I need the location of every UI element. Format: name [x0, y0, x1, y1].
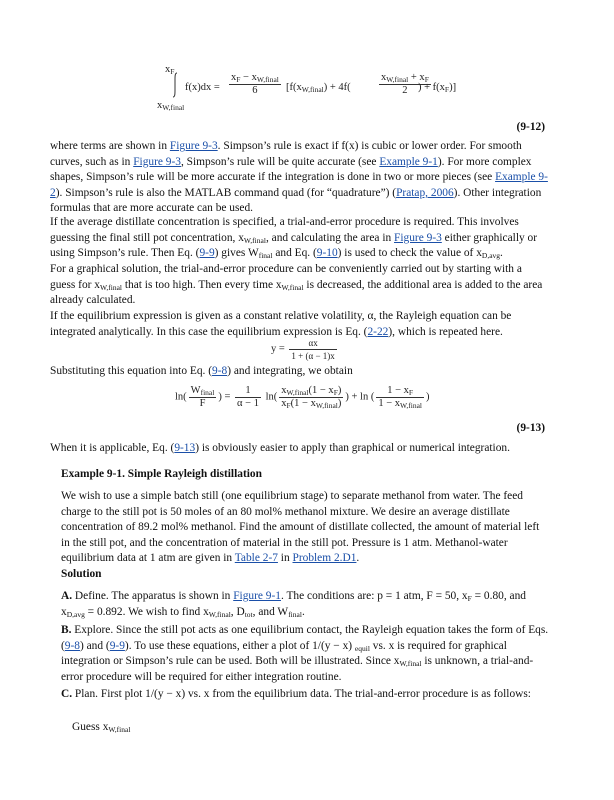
- step-c-plan: C. Plan. First plot 1/(y − x) vs. x from the equilibrium data. The trial-and-error procedure is as follows:: [61, 688, 531, 700]
- link-figure-9-3[interactable]: Figure 9-3: [394, 231, 442, 244]
- example-title: Example 9-1. Simple Rayleigh distillation: [61, 468, 262, 480]
- link-problem-2-d1[interactable]: Problem 2.D1: [292, 552, 357, 565]
- step-b-explore: B. Explore. Since the still pot acts as one equilibrium contact, the Rayleigh equation takes the form of Eqs. (9-8) and (9-9). To use these equations, either a plot of 1/(y − x) $_{equil}$ vs. x is required for graphical integration or Simpson’s rule can be used. Both will be illustrated. Since $x_{W,final}$ is unknown, a trial-and-error procedure will be required for either integration routine.: [61, 624, 549, 683]
- equation-equilibrium: y = $\frac{\alpha x}{1 + (\alpha - 1)x}$: [271, 338, 335, 361]
- paragraph-simpsons-rule: where terms are shown in Figure 9-3. Simpson’s rule is exact if f(x) is cubic or lower order. For smooth curves, such as in Figure 9-3, Simpson’s rule will be quite accurate (see Example 9-1). For more complex shapes, Simpson’s rule will be more accurate if the integration is done in two or more pieces (see Example 9-2). Simpson’s rule is also the MATLAB command quad (for “quadrature”) (Pratap, 2006). Other integration formulas that are more accurate can be used.: [50, 140, 548, 215]
- step-a-define: A. Define. The apparatus is shown in Figure 9-1. The conditions are: p = 1 atm, F = 50, $x_F = 0.80$, and $x_{D,avg} = 0.892$. We wish to find $x_{W,final}$, $D_{tot}$, and $W_{final}$.: [61, 590, 526, 619]
- link-table-2-7[interactable]: Table 2-7: [234, 552, 278, 565]
- link-pratap-2006[interactable]: Pratap, 2006: [396, 186, 454, 199]
- equation-number-9-13: (9-13): [516, 422, 545, 434]
- link-eq-9-10[interactable]: 9-10: [316, 247, 338, 260]
- simpson-bracket-open: [$f(x_{W,final}) + 4f$(: [286, 82, 351, 94]
- paragraph-relative-volatility: If the equilibrium expression is given as a constant relative volatility, α, the Rayleigh equation can be integrated analytically. In this case the equilibrium expression is Eq. (2-22), which is repeated here.: [50, 310, 512, 338]
- integral-sign-icon: [170, 72, 180, 98]
- link-example-9-2[interactable]: Example 9-2: [50, 171, 548, 199]
- link-eq-9-9[interactable]: 9-9: [199, 247, 215, 260]
- paragraph-trial-and-error: If the average distillate concentration is specified, a trial-and-error procedure is required. This involves guessing the final still pot concentration, $x_{W,final}$, and calculating the area in Figure 9-3 either graphically or using Simpson’s rule. Then Eq. (9-9) gives $W_{final}$ and Eq. (9-10) is used to check the value of $x_{D,avg}$.: [50, 216, 538, 261]
- link-eq-9-13[interactable]: 9-13: [174, 442, 196, 454]
- guess-step: Guess $x_{W,final}$: [72, 721, 131, 734]
- link-figure-9-3[interactable]: Figure 9-3: [169, 140, 218, 152]
- link-eq-9-8[interactable]: 9-8: [212, 365, 228, 377]
- paragraph-substituting: Substituting this equation into Eq. (9-8) and integrating, we obtain: [50, 365, 353, 377]
- integrand: f(x)dx =: [185, 82, 220, 93]
- link-eq-9-8[interactable]: 9-8: [64, 639, 80, 652]
- equation-number-9-12: (9-12): [516, 121, 545, 133]
- link-eq-2-22[interactable]: 2-22: [367, 325, 389, 338]
- example-body: We wish to use a simple batch still (one equilibrium stage) to separate methanol from water. The feed charge to the still pot is 50 moles of an 80 mol% methanol mixture. We desire an average distillate concentration of 89.2 mol% methanol. Find the amount of distillate collected, the amount of material left in the still pot, and the concentration of material in the still pot. Pressure is 1 atm. Methanol-water equilibrium data at 1 atm are given in Table 2-7 in Problem 2.D1.: [61, 490, 540, 565]
- link-example-9-1[interactable]: Example 9-1: [379, 155, 438, 168]
- integral-lower-limit: $x_{W,final}$: [157, 100, 185, 112]
- link-figure-9-1[interactable]: Figure 9-1: [233, 590, 281, 602]
- paragraph-graphical-solution: For a graphical solution, the trial-and-error procedure can be conveniently carried out by starting with a guess for $x_{W,final}$ that is too high. Then every time $x_{W,final}$ is decreased, the additional area is added to the area already calculated.: [50, 263, 543, 307]
- simpson-bracket-close: ) + $f(x_F)$]: [418, 82, 457, 94]
- link-eq-9-9[interactable]: 9-9: [109, 639, 125, 652]
- paragraph-when-applicable: When it is applicable, Eq. (9-13) is obviously easier to apply than graphical or numerical integration.: [50, 442, 510, 454]
- equation-9-13: ln( $\frac{W_{final}}{F}$ ) = $\frac{1}{\alpha - 1}$ ln( $\frac{x_{W,final}(1 - x_F)}{x_F(1 - x_{W,final})}$ ) + ln ( $\frac{1 - x_F}{1 - x_{W,final}}$ ): [175, 385, 430, 410]
- simpson-fraction-2: $\frac{x_{W,final} + x_F}{2}$: [381, 72, 429, 96]
- simpson-fraction-1: $\frac{x_F - x_{W,final}}{6}$: [231, 72, 279, 96]
- integral-upper-limit: $x_F$: [165, 64, 175, 76]
- link-figure-9-3[interactable]: Figure 9-3: [133, 155, 181, 168]
- solution-heading: Solution: [61, 568, 102, 580]
